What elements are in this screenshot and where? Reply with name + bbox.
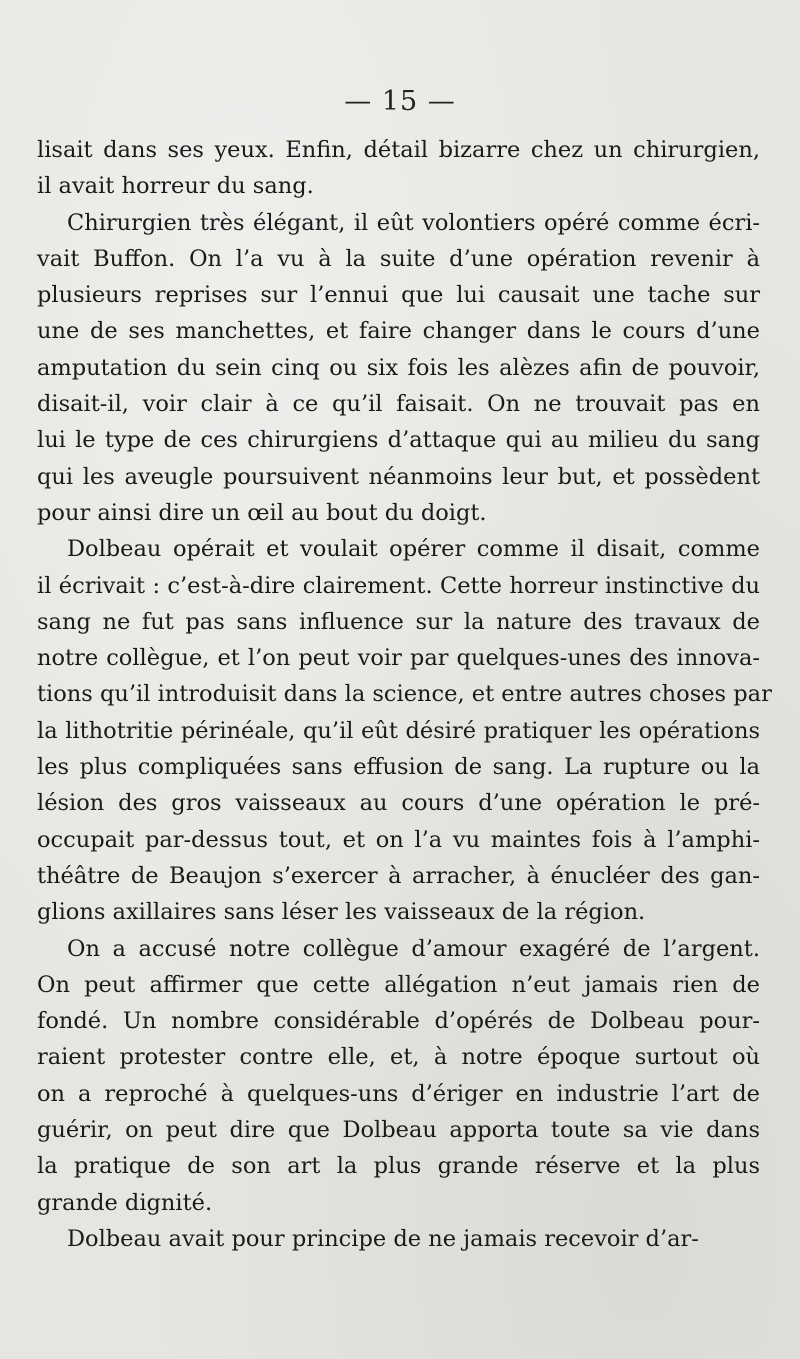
page-number: — 15 — <box>344 86 456 117</box>
text-line: vait Buffon. On l’a vu à la suite d’une opération revenir à <box>37 245 760 272</box>
text-line: grande dignité. <box>37 1189 213 1216</box>
text-line: tions qu’il introduisit dans la science, et entre autres choses par <box>37 681 772 708</box>
text-line: pour ainsi dire un œil au bout du doigt. <box>37 499 487 526</box>
paragraph <box>37 132 760 205</box>
text-line: Chirurgien très élégant, il eût volontiers opéré comme écri- <box>67 209 760 236</box>
text-line: théâtre de Beaujon s’exercer à arracher, à énucléer des gan- <box>37 862 760 889</box>
text-line: On peut affirmer que cette allégation n’eut jamais rien de <box>37 971 760 998</box>
paragraph <box>37 931 760 1221</box>
paragraph <box>37 531 772 930</box>
text-line: la lithotritie périnéale, qu’il eût désiré pratiquer les opérations <box>37 717 760 744</box>
paragraph <box>37 1221 760 1257</box>
text-line: une de ses manchettes, et faire changer dans le cours d’une <box>37 318 760 345</box>
text-line: occupait par-dessus tout, et on l’a vu maintes fois à l’amphi- <box>37 826 760 853</box>
text-line: lui le type de ces chirurgiens d’attaque qui au milieu du sang <box>37 427 760 454</box>
paragraph <box>37 205 760 532</box>
text-line: amputation du sein cinq ou six fois les alèzes afin de pouvoir, <box>37 354 760 381</box>
text-line: Dolbeau opérait et voulait opérer comme il disait, comme <box>67 536 760 563</box>
text-line: Dolbeau avait pour principe de ne jamais recevoir d’ar- <box>67 1225 699 1252</box>
text-line: guérir, on peut dire que Dolbeau apporta toute sa vie dans <box>37 1117 760 1144</box>
text-line: On a accusé notre collègue d’amour exagéré de l’argent. <box>67 935 760 962</box>
text-line: disait-il, voir clair à ce qu’il faisait. On ne trouvait pas en <box>37 391 760 418</box>
body-text <box>37 132 772 1257</box>
text-line: on a reproché à quelques-uns d’ériger en industrie l’art de <box>37 1080 760 1107</box>
text-line: qui les aveugle poursuivent néanmoins leur but, et possèdent <box>37 463 760 490</box>
text-line: raient protester contre elle, et, à notre époque surtout où <box>37 1044 760 1071</box>
text-line: il avait horreur du sang. <box>37 173 314 200</box>
text-line: la pratique de son art la plus grande réserve et la plus <box>37 1153 760 1180</box>
text-line: sang ne fut pas sans influence sur la nature des travaux de <box>37 608 760 635</box>
text-line: il écrivait : c’est-à-dire clairement. Cette horreur instinctive du <box>37 572 760 599</box>
text-line: glions axillaires sans léser les vaisseaux de la région. <box>37 899 646 926</box>
text-line: les plus compliquées sans effusion de sang. La rupture ou la <box>37 754 760 781</box>
text-line: plusieurs reprises sur l’ennui que lui causait une tache sur <box>37 282 760 309</box>
text-line: lisait dans ses yeux. Enfin, détail bizarre chez un chirurgien, <box>37 137 760 163</box>
text-line: fondé. Un nombre considérable d’opérés de Dolbeau pour- <box>37 1008 760 1035</box>
text-line: notre collègue, et l’on peut voir par quelques-unes des innova- <box>37 645 760 672</box>
text-line: lésion des gros vaisseaux au cours d’une opération le pré- <box>37 790 760 817</box>
